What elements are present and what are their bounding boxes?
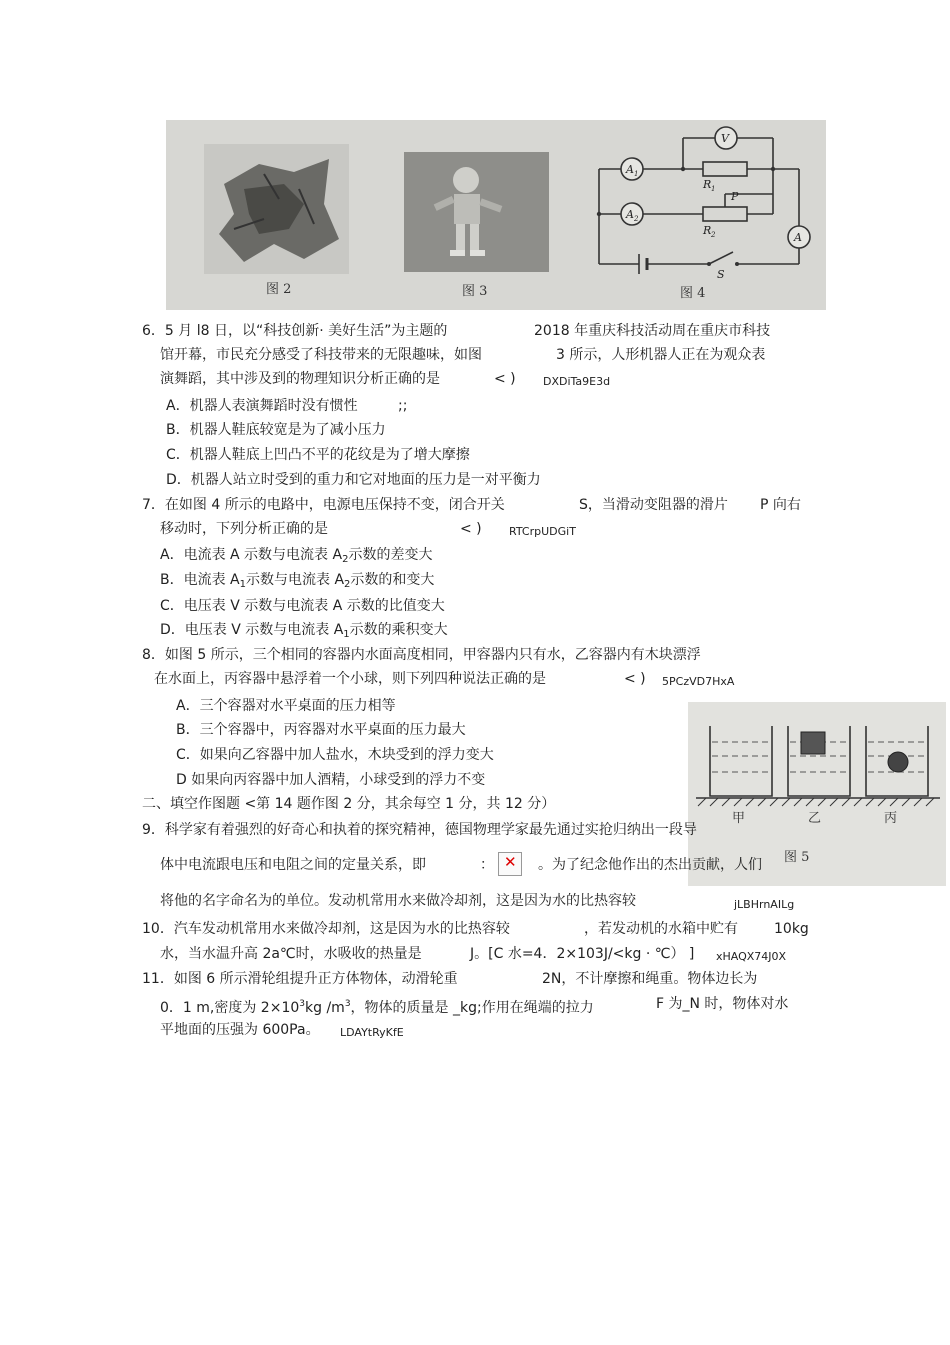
meter-v-label: V	[721, 132, 729, 145]
wood-block	[801, 732, 825, 754]
q8-option-b: B．三个容器中，丙容器对水平桌面的压力最大	[176, 722, 466, 738]
q8-option-a: A．三个容器对水平桌面的压力相等	[176, 698, 396, 714]
switch-s-label: S	[717, 268, 725, 281]
q8-line2b: < )	[624, 671, 646, 687]
r2-label: R	[703, 224, 712, 237]
q9-line2c: 。为了纪念他作出的杰出贡献，人们	[538, 857, 762, 873]
q10-code: xHAQX74J0X	[716, 950, 787, 963]
container-label-bing: 丙	[884, 811, 898, 826]
q7-line1c: P 向右	[760, 497, 801, 513]
meter-a1-label: A	[626, 163, 634, 176]
fig2-caption: 图 2	[266, 282, 292, 297]
r2-sub: 2	[711, 231, 716, 239]
q7-line1b: S，当滑动变阻器的滑片	[579, 497, 728, 513]
q11-line3: 平地面的压强为 600Pa。	[160, 1022, 320, 1038]
q8-line2: 在水面上，丙容器中悬浮着一个小球，则下列四种说法正确的是	[154, 671, 546, 687]
floating-ball	[888, 752, 908, 772]
q7-option-b: B．电流表 $A_1$示数与电流表 $A_2$示数的和变大	[160, 572, 435, 590]
q10-line1b: ，若发动机的水箱中贮有	[584, 921, 738, 937]
q6-line1b: 2018 年重庆科技活动周在重庆市科技	[534, 323, 771, 339]
fig4-circuit-diagram	[591, 124, 821, 284]
fig2-cloth-image	[204, 144, 349, 274]
q7-code: RTCrpUDGiT	[509, 525, 576, 538]
q7-line2: 移动时，下列分析正确的是	[160, 521, 328, 537]
slider-p-label: P	[731, 190, 739, 203]
q6-code: DXDiTa9E3d	[543, 375, 611, 388]
q7-option-c: C．电压表 V 示数与电流表 A 示数的比值变大	[160, 598, 445, 614]
container-label-jia: 甲	[732, 811, 746, 826]
q6-option-a: A．机器人表演舞蹈时没有惯性	[166, 398, 358, 414]
meter-a1-sub: 1	[634, 170, 639, 178]
section-2-heading: 二、填空作图题 <第 14 题作图 2 分，其余每空 1 分，共 12 分）	[142, 796, 556, 812]
q7-option-d: D．电压表 V 示数与电流表 $A_1$示数的乘积变大	[160, 622, 448, 640]
meter-a2-label: A	[626, 208, 634, 221]
q11-code: LDAYtRyKfE	[340, 1026, 404, 1039]
q7-line1: 7．在如图 4 所示的电路中，电源电压保持不变，闭合开关	[142, 497, 505, 513]
q8-code: 5PCzVD7HxA	[662, 675, 735, 688]
figure-strip	[166, 120, 826, 310]
q6-line1: 6．5 月 l8 日，以“科技创新· 美好生活”为主题的	[142, 323, 448, 339]
fig4-caption: 图 4	[680, 286, 706, 301]
q11-line1b: 2N，不计摩擦和绳重。物体边长为	[542, 971, 758, 987]
q10-line1c: 10kg	[774, 921, 809, 937]
q6-option-d: D．机器人站立时受到的重力和它对地面的压力是一对平衡力	[166, 472, 541, 488]
q9-line2: 体中电流跟电压和电阻之间的定量关系，即	[160, 857, 426, 873]
q7-option-a: A．电流表 A 示数与电流表 $A_2$示数的差变大	[160, 547, 433, 565]
q10-line1: 10．汽车发动机常用水来做冷却剂，这是因为水的比热容较	[142, 921, 510, 937]
container-label-yi: 乙	[808, 811, 822, 826]
q6-line3: 演舞蹈，其中涉及到的物理知识分析正确的是	[160, 371, 440, 387]
q9-line1: 9．科学家有着强烈的好奇心和执着的探究精神，德国物理学家最先通过实抢归纳出一段导	[142, 822, 697, 838]
q10-line2: 水，当水温升高 2a℃时，水吸收的热量是	[160, 946, 422, 962]
q7-line2b: < )	[460, 521, 482, 537]
meter-a-label: A	[794, 231, 802, 244]
q9-code: jLBHrnAILg	[734, 898, 795, 911]
q6-option-c: C．机器人鞋底上凹凸不平的花纹是为了增大摩擦	[166, 447, 470, 463]
r1-label: R	[703, 178, 712, 191]
q9-line2b: ：	[480, 857, 494, 873]
broken-image-icon: ✕	[498, 852, 522, 876]
q11-line2d: F 为_N 时，物体对水	[656, 996, 789, 1012]
fig3-robot-image	[404, 152, 549, 272]
fig3-caption: 图 3	[462, 284, 488, 299]
q8-option-c: C．如果向乙容器中加人盐水，木块受到的浮力变大	[176, 747, 494, 763]
q10-line2b: J。[C 水=4．2×103J/<kg · ℃） ]	[470, 946, 695, 962]
meter-a2-sub: 2	[634, 215, 639, 223]
q9-line3: 将他的名字命名为的单位。发动机常用水来做冷却剂，这是因为水的比热容较	[160, 893, 636, 909]
q6-line2: 馆开幕，市民充分感受了科技带来的无限趣味，如图	[160, 347, 482, 363]
q6-option-a-tail: ;;	[398, 398, 408, 414]
q11-line1: 11．如图 6 所示滑轮组提升正方体物体，动滑轮重	[142, 971, 458, 987]
r1-sub: 1	[711, 185, 716, 193]
q6-line2b: 3 所示，人形机器人正在为观众表	[556, 347, 766, 363]
fig5-caption: 图 5	[784, 850, 810, 865]
q8-option-d: D 如果向丙容器中加人酒精，小球受到的浮力不变	[176, 772, 486, 788]
q6-option-b: B．机器人鞋底较宽是为了减小压力	[166, 422, 386, 438]
q6-line3b: < )	[494, 371, 516, 387]
q8-line1: 8．如图 5 所示，三个相同的容器内水面高度相同，甲容器内只有水，乙容器内有木块漂浮	[142, 647, 701, 663]
q11-line2: 0．1 m,密度为 $2\times 10^3kg$ $/m^3$，物体的质量是 _kg;作用在绳端的拉力	[160, 999, 594, 1016]
